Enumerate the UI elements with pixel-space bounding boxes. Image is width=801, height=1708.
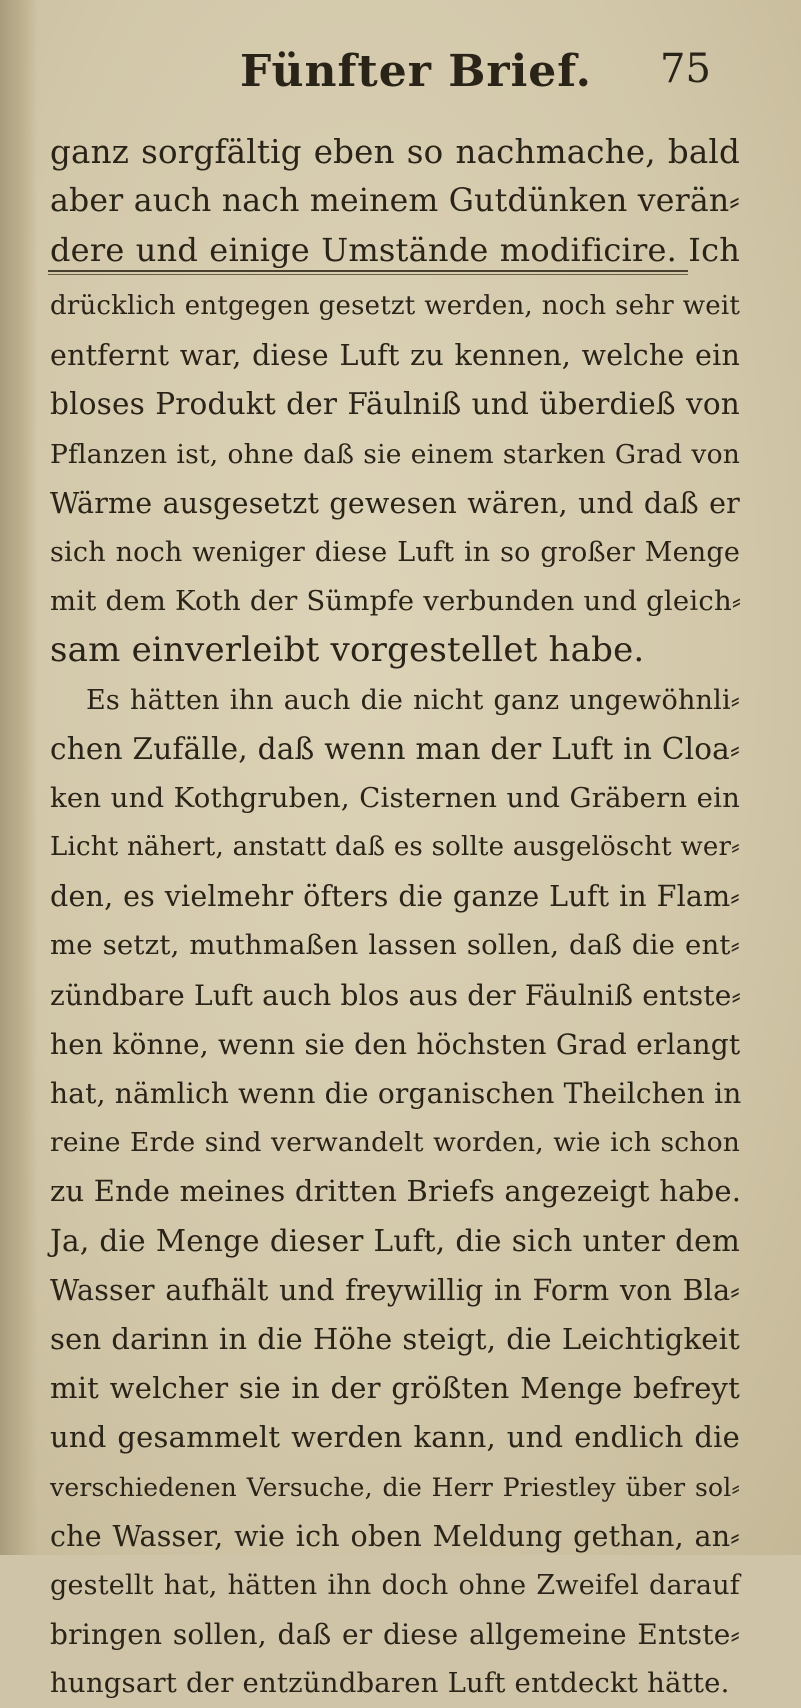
running-header <box>40 46 720 106</box>
text-line: sam einverleibt vorgestellet habe. <box>50 630 645 671</box>
text-line: Licht nähert, anstatt daß es sollte ausgelöscht wer⸗ <box>50 832 740 863</box>
text-line: und gesammelt werden kann, und endlich die <box>50 1420 740 1455</box>
paragraph-start-line: Es hätten ihn auch die nicht ganz ungewöhnli⸗ <box>86 684 740 716</box>
text-line: hat, nämlich wenn die organischen Theilchen in <box>50 1077 742 1110</box>
text-line: sen darinn in die Höhe steigt, die Leichtigkeit <box>50 1321 740 1356</box>
page-number: 75 <box>660 46 711 92</box>
text-line: den, es vielmehr öfters die ganze Luft in Flam⸗ <box>50 880 740 914</box>
text-line: ken und Kothgruben, Cisternen und Gräbern ein <box>50 781 740 814</box>
text-line: gestellt hat, hätten ihn doch ohne Zweifel darauf <box>50 1569 740 1601</box>
text-line: drücklich entgegen gesetzt werden, noch sehr weit <box>50 291 740 321</box>
text-line: hen könne, wenn sie den höchsten Grad erlangt <box>50 1027 741 1061</box>
text-line: dere und einige Umstände modificire. Ich <box>50 231 740 270</box>
text-line: chen Zufälle, daß wenn man der Luft in Cloa⸗ <box>50 731 740 766</box>
text-line: zu Ende meines dritten Briefs angezeigt habe. <box>50 1174 742 1209</box>
body-text-block <box>50 282 740 1708</box>
text-line: mit dem Koth der Sümpfe verbunden und gleich⸗ <box>50 585 742 618</box>
text-line: Pflanzen ist, ohne daß sie einem starken Grad von <box>50 438 740 470</box>
text-line: Wärme ausgesetzt gewesen wären, und daß er <box>50 486 740 520</box>
text-line: Ja, die Menge dieser Luft, die sich unter dem <box>50 1223 740 1258</box>
text-line: me setzt, muthmaßen lassen sollen, daß die ent⸗ <box>50 929 740 962</box>
chapter-title: Fünfter Brief. <box>240 46 592 97</box>
text-line: verschiedenen Versuche, die Herr Priestley über sol⸗ <box>50 1472 740 1502</box>
text-line: aber auch nach meinem Gutdünken verän⸗ <box>50 183 740 220</box>
text-line: bloses Produkt der Fäulniß und überdieß von <box>50 387 740 422</box>
text-line: hungsart der entzündbaren Luft entdeckt hätte. <box>50 1667 730 1700</box>
text-line: mit welcher sie in der größten Menge befreyt <box>50 1371 740 1406</box>
binding-gutter <box>0 0 38 1555</box>
text-line: entfernt war, diese Luft zu kennen, welche ein <box>50 339 740 373</box>
text-line: sich noch weniger diese Luft in so großer Menge <box>50 536 740 568</box>
text-line: zündbare Luft auch blos aus der Fäulniß entste⸗ <box>50 978 742 1012</box>
text-line: Wasser aufhält und freywillig in Form von Bla⸗ <box>50 1273 740 1307</box>
divider-rule <box>48 270 688 275</box>
text-line: bringen sollen, daß er diese allgemeine Entste⸗ <box>50 1618 740 1652</box>
top-text-block <box>50 128 740 276</box>
text-line: che Wasser, wie ich oben Meldung gethan, an⸗ <box>50 1519 740 1553</box>
text-line: reine Erde sind verwandelt worden, wie ich schon <box>50 1127 740 1159</box>
text-line: ganz sorgfältig eben so nachmache, bald <box>50 133 740 171</box>
